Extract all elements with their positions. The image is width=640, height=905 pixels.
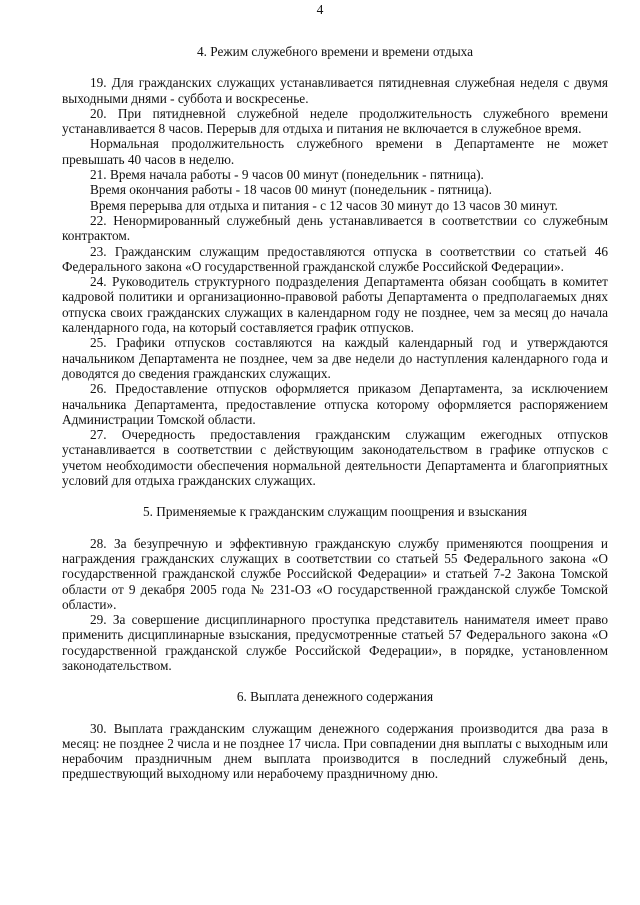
paragraph: 27. Очередность предоставления гражданским служащим ежегодных отпусков устанавливается в соответствии с действующим законодательством в графике отпусков с учетом необходимости обеспечения нормальной деятельности Департамента и благоприятных условий для отдыха гражданских служащих. — [62, 427, 608, 489]
paragraph: Нормальная продолжительность служебного времени в Департаменте не может превышать 40 часов в неделю. — [62, 136, 608, 167]
paragraph: 24. Руководитель структурного подразделения Департамента обязан сообщать в комитет кадровой политики и организационно-правовой работы Департамента о предполагаемых днях отпуска своих гражданских служащих в календарном году не позднее, чем за месяц до начала календарного года, на который составляется график отпусков. — [62, 274, 608, 336]
paragraph: 29. За совершение дисциплинарного проступка представитель нанимателя имеет право применить дисциплинарные взыскания, предусмотренные статьей 57 Федерального закона «О государственной гражданской службе Российской Федерации», в порядке, установленном законодательством. — [62, 612, 608, 673]
document-body — [62, 44, 608, 782]
section-heading: 5. Применяемые к гражданским служащим поощрения и взыскания — [142, 504, 528, 520]
paragraph: 26. Предоставление отпусков оформляется приказом Департамента, за исключением начальника Департамента, предоставление отпуска которому оформляется распоряжением Администрации Томской области. — [62, 381, 608, 427]
paragraph: 23. Гражданским служащим предоставляются отпуска в соответствии со статьей 46 Федерального закона «О государственной гражданской службе Российской Федерации». — [62, 243, 608, 274]
page-number: 4 — [316, 2, 324, 17]
section-salary — [62, 689, 608, 781]
paragraph: Время окончания работы - 18 часов 00 минут (понедельник - пятница). — [90, 182, 492, 198]
section-rewards-penalties — [62, 504, 608, 673]
section-heading: 4. Режим служебного времени и времени отдыха — [196, 44, 474, 59]
section-heading: 6. Выплата денежного содержания — [236, 689, 434, 705]
paragraph: 22. Ненормированный служебный день устанавливается в соответствии со служебным контрактом. — [62, 212, 608, 244]
paragraph: 25. Графики отпусков составляются на каждый календарный год и утверждаются начальником Департамента не позднее, чем за две недели до наступления календарного года и доводятся до сведения гражданских служащих. — [62, 335, 608, 381]
paragraph: 21. Время начала работы - 9 часов 00 минут (понедельник - пятница). — [90, 167, 484, 183]
paragraph: Время перерыва для отдыха и питания - с 12 часов 30 минут до 13 часов 30 минут. — [90, 197, 558, 213]
paragraph: 20. При пятидневной служебной неделе продолжительность служебного времени устанавливается 8 часов. Перерыв для отдыха и питания не включается в служебное время. — [62, 105, 608, 137]
section-work-time — [62, 44, 608, 488]
paragraph: 30. Выплата гражданским служащим денежного содержания производится два раза в месяц: не позднее 2 числа и не позднее 17 числа. При совпадении дня выплаты с выходным или нерабочим праздничным днем выплата производится в последний служебный день, предшествующий выходному или нерабочему праздничному дню. — [62, 720, 608, 782]
paragraph: 28. За безупречную и эффективную гражданскую службу применяются поощрения и награждения гражданских служащих в соответствии со статьей 55 Федерального закона «О государственной гражданской службе Российской Федерации» и статьей 7-2 Закона Томской области от 9 декабря 2005 года № 231-ОЗ «О государственной гражданской службе Томской области». — [62, 535, 608, 612]
paragraph: 19. Для гражданских служащих устанавливается пятидневная служебная неделя с двумя выходными днями - суббота и воскресенье. — [62, 75, 608, 106]
